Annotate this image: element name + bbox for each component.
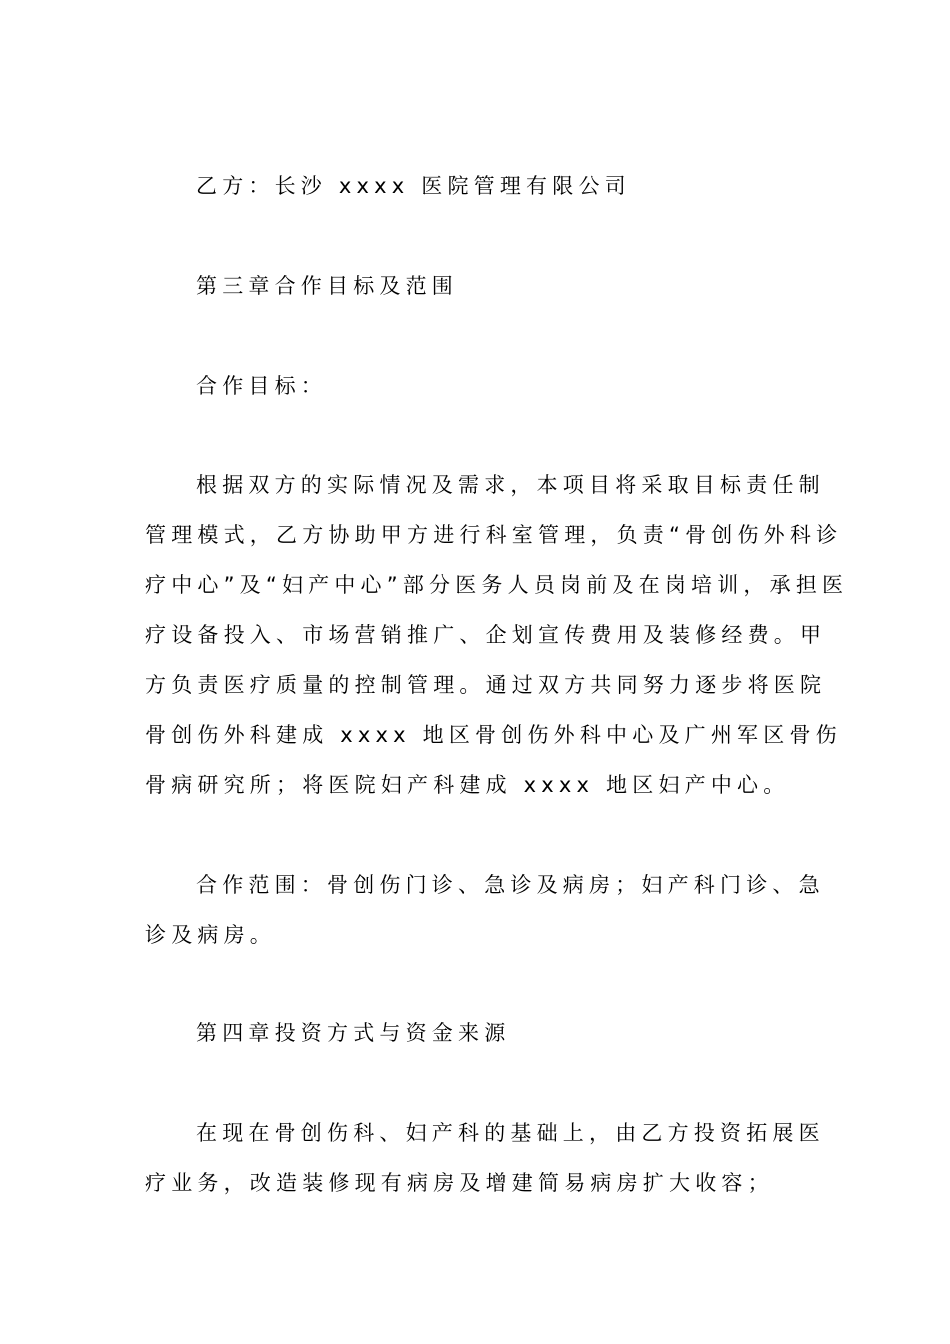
goal-paragraph-line-7: 骨病研究所；将医院妇产科建成 xxxx 地区妇产中心。: [145, 773, 790, 797]
goal-paragraph-line-6: 骨创伤外科建成 xxxx 地区骨创伤外科中心及广州军区骨伤: [145, 723, 842, 747]
chapter-3-heading: 第三章合作目标及范围: [196, 274, 458, 298]
scope-paragraph-line-2: 诊及病房。: [145, 923, 276, 947]
chapter-4-heading: 第四章投资方式与资金来源: [196, 1021, 511, 1045]
party-b-line: 乙方：长沙 xxxx 医院管理有限公司: [196, 174, 631, 198]
goal-paragraph-line-1: 根据双方的实际情况及需求，本项目将采取目标责任制: [196, 473, 825, 497]
goal-paragraph-line-4: 疗设备投入、市场营销推广、企划宣传费用及装修经费。甲: [145, 623, 827, 647]
goal-paragraph-line-3: 疗中心”及“妇产中心”部分医务人员岗前及在岗培训，承担医: [145, 573, 849, 597]
goal-paragraph-line-5: 方负责医疗质量的控制管理。通过双方共同努力逐步将医院: [145, 673, 827, 697]
scope-paragraph-line-1: 合作范围：骨创伤门诊、急诊及病房；妇产科门诊、急: [196, 873, 825, 897]
cooperation-goal-heading: 合作目标：: [196, 374, 327, 398]
investment-paragraph-line-2: 疗业务，改造装修现有病房及增建简易病房扩大收容；: [145, 1171, 774, 1195]
investment-paragraph-line-1: 在现在骨创伤科、妇产科的基础上，由乙方投资拓展医: [196, 1121, 825, 1145]
goal-paragraph-line-2: 管理模式，乙方协助甲方进行科室管理，负责“骨创伤外科诊: [145, 523, 843, 547]
